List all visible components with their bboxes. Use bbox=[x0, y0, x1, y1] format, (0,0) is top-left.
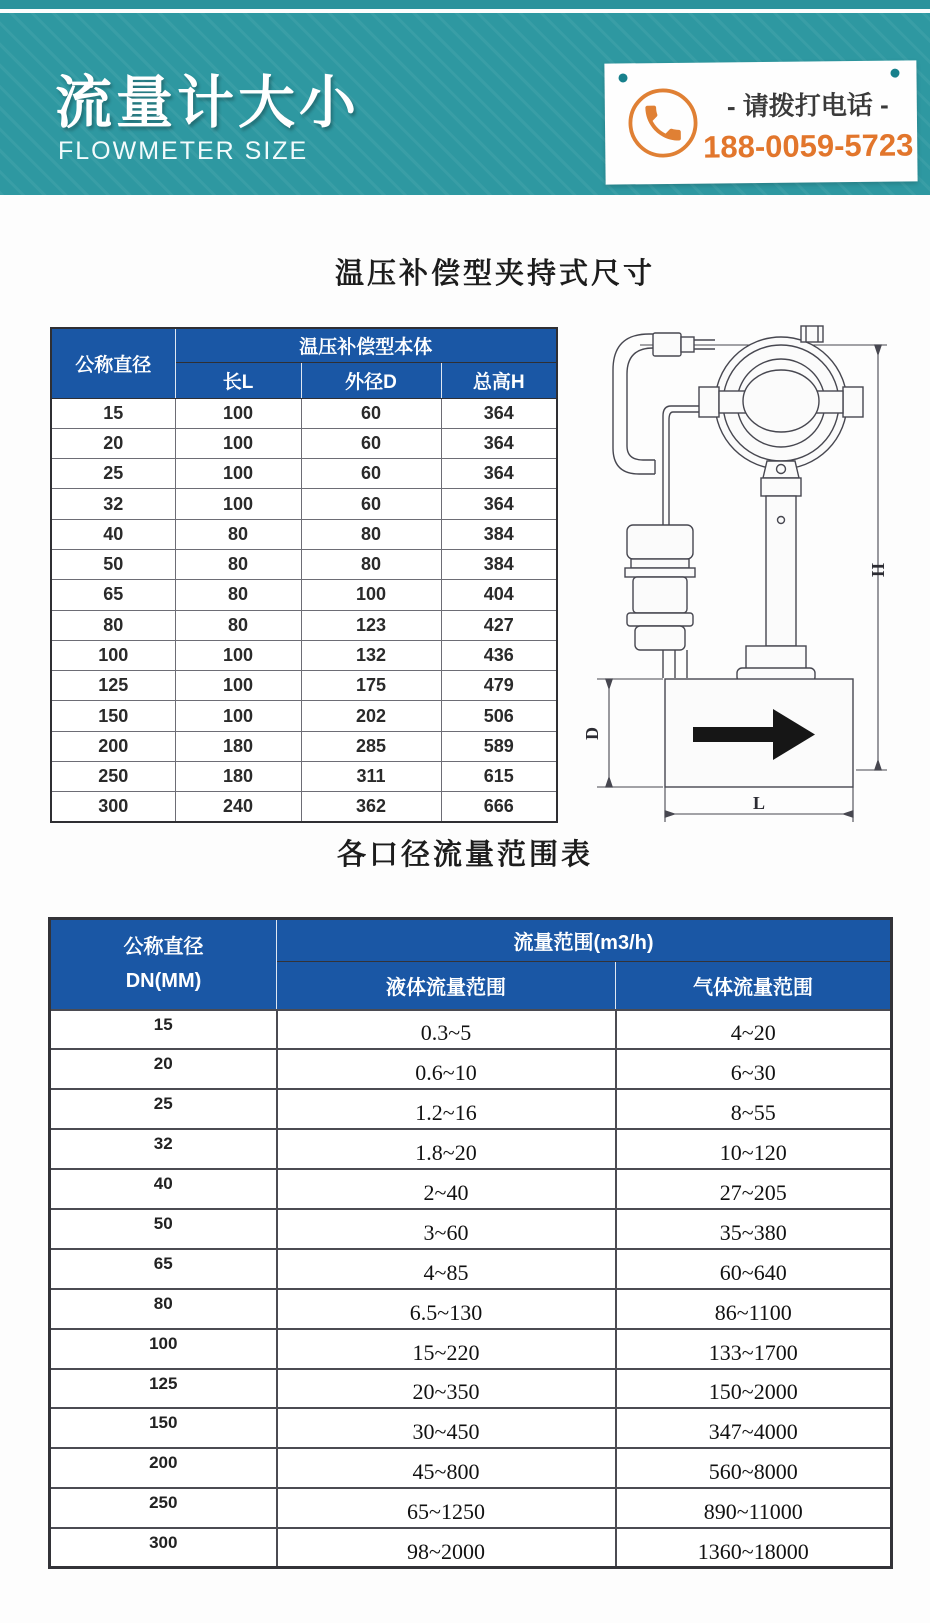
table-cell: 6~30 bbox=[616, 1049, 892, 1089]
table-cell: 311 bbox=[301, 762, 441, 792]
table-cell: 347~4000 bbox=[616, 1408, 892, 1448]
phone-texts bbox=[702, 78, 914, 170]
dimension-table-subheader: 外径D bbox=[301, 362, 441, 398]
table-cell: 40 bbox=[50, 1169, 277, 1209]
table-cell: 180 bbox=[175, 762, 301, 792]
table-cell: 436 bbox=[441, 640, 557, 670]
table-cell: 25 bbox=[50, 1089, 277, 1129]
page-subtitle: FLOWMETER SIZE bbox=[58, 137, 309, 165]
flow-table-col1-line1: 公称直径 bbox=[123, 936, 204, 959]
pin-dot-icon bbox=[618, 73, 627, 82]
table-row bbox=[51, 792, 557, 822]
phone-label: - 请拨打电话 - bbox=[726, 89, 889, 121]
table-cell: 100 bbox=[175, 489, 301, 519]
table-cell: 15~220 bbox=[277, 1329, 616, 1369]
table-cell: 125 bbox=[50, 1369, 277, 1409]
flow-table-col1-header bbox=[50, 919, 277, 1010]
table-cell: 60~640 bbox=[616, 1249, 892, 1289]
table-cell: 60 bbox=[301, 428, 441, 458]
flow-table-group-header: 流量范围(m3/h) bbox=[277, 919, 892, 962]
table-cell: 364 bbox=[441, 428, 557, 458]
table-row bbox=[51, 519, 557, 549]
dim-label-d: D bbox=[582, 727, 602, 740]
table-cell: 2~40 bbox=[277, 1169, 616, 1209]
table-row bbox=[51, 701, 557, 731]
dim-label-h: H bbox=[868, 563, 888, 578]
table-cell: 364 bbox=[441, 489, 557, 519]
table-cell: 65~1250 bbox=[277, 1488, 616, 1528]
table-cell: 285 bbox=[301, 731, 441, 761]
table-cell: 364 bbox=[441, 398, 557, 428]
table-cell: 180 bbox=[175, 731, 301, 761]
table-row bbox=[50, 1448, 892, 1488]
table-cell: 40 bbox=[51, 519, 175, 549]
table-cell: 560~8000 bbox=[616, 1448, 892, 1488]
table-cell: 15 bbox=[50, 1010, 277, 1050]
table-cell: 0.6~10 bbox=[277, 1049, 616, 1089]
table-row bbox=[50, 1169, 892, 1209]
table-cell: 80 bbox=[175, 549, 301, 579]
table-cell: 20 bbox=[51, 428, 175, 458]
table-cell: 404 bbox=[441, 580, 557, 610]
table-cell: 150 bbox=[51, 701, 175, 731]
table-cell: 362 bbox=[301, 792, 441, 822]
table-cell: 98~2000 bbox=[277, 1528, 616, 1568]
table-cell: 150~2000 bbox=[616, 1369, 892, 1409]
page-title: 流量计大小 bbox=[55, 71, 360, 135]
dimension-table bbox=[50, 327, 558, 823]
table-cell: 30~450 bbox=[277, 1408, 616, 1448]
pin-dot-icon bbox=[890, 69, 899, 78]
table-cell: 8~55 bbox=[616, 1089, 892, 1129]
table-row bbox=[51, 671, 557, 701]
table-row bbox=[51, 459, 557, 489]
table-row bbox=[51, 398, 557, 428]
phone-number: 188-0059-5723 bbox=[702, 126, 914, 165]
table-cell: 123 bbox=[301, 610, 441, 640]
table-cell: 200 bbox=[50, 1448, 277, 1488]
table-cell: 45~800 bbox=[277, 1448, 616, 1488]
table-cell: 100 bbox=[175, 701, 301, 731]
dim-label-l: L bbox=[753, 793, 766, 813]
top-accent-strip bbox=[0, 0, 930, 9]
table-cell: 80 bbox=[175, 580, 301, 610]
table-cell: 250 bbox=[51, 762, 175, 792]
table-cell: 100 bbox=[175, 671, 301, 701]
flow-range-table bbox=[48, 917, 893, 1569]
table-cell: 100 bbox=[175, 428, 301, 458]
table-row bbox=[50, 1329, 892, 1369]
flow-table-subheader-gas: 气体流量范围 bbox=[616, 962, 892, 1010]
table-cell: 200 bbox=[51, 731, 175, 761]
table-cell: 615 bbox=[441, 762, 557, 792]
table-cell: 150 bbox=[50, 1408, 277, 1448]
table-row bbox=[51, 549, 557, 579]
table-cell: 300 bbox=[51, 792, 175, 822]
table-cell: 15 bbox=[51, 398, 175, 428]
table-cell: 1.8~20 bbox=[277, 1129, 616, 1169]
table-cell: 100 bbox=[175, 459, 301, 489]
table-cell: 50 bbox=[51, 549, 175, 579]
phone-card bbox=[604, 60, 917, 184]
table-cell: 3~60 bbox=[277, 1209, 616, 1249]
table-cell: 1360~18000 bbox=[616, 1528, 892, 1568]
table-cell: 65 bbox=[51, 580, 175, 610]
table-row bbox=[51, 610, 557, 640]
table-cell: 27~205 bbox=[616, 1169, 892, 1209]
table-cell: 86~1100 bbox=[616, 1289, 892, 1329]
banner bbox=[0, 13, 930, 195]
table-row bbox=[50, 1049, 892, 1089]
table-cell: 80 bbox=[50, 1289, 277, 1329]
table-cell: 4~85 bbox=[277, 1249, 616, 1289]
table-row bbox=[50, 1369, 892, 1409]
table-cell: 20 bbox=[50, 1049, 277, 1089]
table-row bbox=[50, 1129, 892, 1169]
table-row bbox=[51, 580, 557, 610]
table-cell: 65 bbox=[50, 1249, 277, 1289]
section1-title: 温压补偿型夹持式尺寸 bbox=[334, 258, 655, 290]
table-cell: 60 bbox=[301, 489, 441, 519]
dimension-table-group-header: 温压补偿型本体 bbox=[175, 328, 557, 362]
table-cell: 50 bbox=[50, 1209, 277, 1249]
table-row bbox=[50, 1289, 892, 1329]
dimension-table-col1-header: 公称直径 bbox=[51, 328, 175, 398]
table-cell: 300 bbox=[50, 1528, 277, 1568]
flow-table-col1-line2: DN(MM) bbox=[125, 970, 202, 993]
table-cell: 0.3~5 bbox=[277, 1010, 616, 1050]
table-cell: 20~350 bbox=[277, 1369, 616, 1409]
table-cell: 80 bbox=[175, 519, 301, 549]
table-row bbox=[50, 1488, 892, 1528]
table-cell: 133~1700 bbox=[616, 1329, 892, 1369]
table-cell: 240 bbox=[175, 792, 301, 822]
table-cell: 589 bbox=[441, 731, 557, 761]
table-cell: 666 bbox=[441, 792, 557, 822]
table-cell: 60 bbox=[301, 398, 441, 428]
table-cell: 506 bbox=[441, 701, 557, 731]
table-row bbox=[50, 1209, 892, 1249]
table-cell: 80 bbox=[301, 519, 441, 549]
table-row bbox=[50, 1089, 892, 1129]
table-row bbox=[51, 428, 557, 458]
table-cell: 125 bbox=[51, 671, 175, 701]
table-cell: 6.5~130 bbox=[277, 1289, 616, 1329]
table-cell: 80 bbox=[301, 549, 441, 579]
table-cell: 364 bbox=[441, 459, 557, 489]
table-row bbox=[50, 1010, 892, 1050]
table-cell: 890~11000 bbox=[616, 1488, 892, 1528]
table-cell: 100 bbox=[50, 1329, 277, 1369]
table-cell: 35~380 bbox=[616, 1209, 892, 1249]
table-cell: 32 bbox=[51, 489, 175, 519]
table-cell: 10~120 bbox=[616, 1129, 892, 1169]
table-row bbox=[50, 1408, 892, 1448]
table-cell: 32 bbox=[50, 1129, 277, 1169]
table-row bbox=[51, 731, 557, 761]
table-cell: 250 bbox=[50, 1488, 277, 1528]
table-cell: 1.2~16 bbox=[277, 1089, 616, 1129]
dimension-table-subheader: 长L bbox=[175, 362, 301, 398]
table-cell: 384 bbox=[441, 549, 557, 579]
table-cell: 4~20 bbox=[616, 1010, 892, 1050]
table-row bbox=[50, 1528, 892, 1568]
table-cell: 479 bbox=[441, 671, 557, 701]
table-row bbox=[51, 489, 557, 519]
table-cell: 80 bbox=[175, 610, 301, 640]
phone-handset-icon bbox=[625, 85, 702, 162]
table-row bbox=[51, 640, 557, 670]
table-cell: 25 bbox=[51, 459, 175, 489]
table-cell: 202 bbox=[301, 701, 441, 731]
table-cell: 100 bbox=[301, 580, 441, 610]
table-cell: 384 bbox=[441, 519, 557, 549]
table-cell: 80 bbox=[51, 610, 175, 640]
table-cell: 100 bbox=[175, 640, 301, 670]
table-row bbox=[51, 762, 557, 792]
section2-title: 各口径流量范围表 bbox=[336, 839, 593, 871]
flow-table-subheader-liquid: 液体流量范围 bbox=[277, 962, 616, 1010]
flowmeter-technical-drawing bbox=[575, 300, 925, 825]
table-cell: 100 bbox=[175, 398, 301, 428]
table-cell: 100 bbox=[51, 640, 175, 670]
dimension-table-subheader: 总高H bbox=[441, 362, 557, 398]
table-cell: 132 bbox=[301, 640, 441, 670]
table-cell: 60 bbox=[301, 459, 441, 489]
table-cell: 427 bbox=[441, 610, 557, 640]
table-cell: 175 bbox=[301, 671, 441, 701]
table-row bbox=[50, 1249, 892, 1289]
